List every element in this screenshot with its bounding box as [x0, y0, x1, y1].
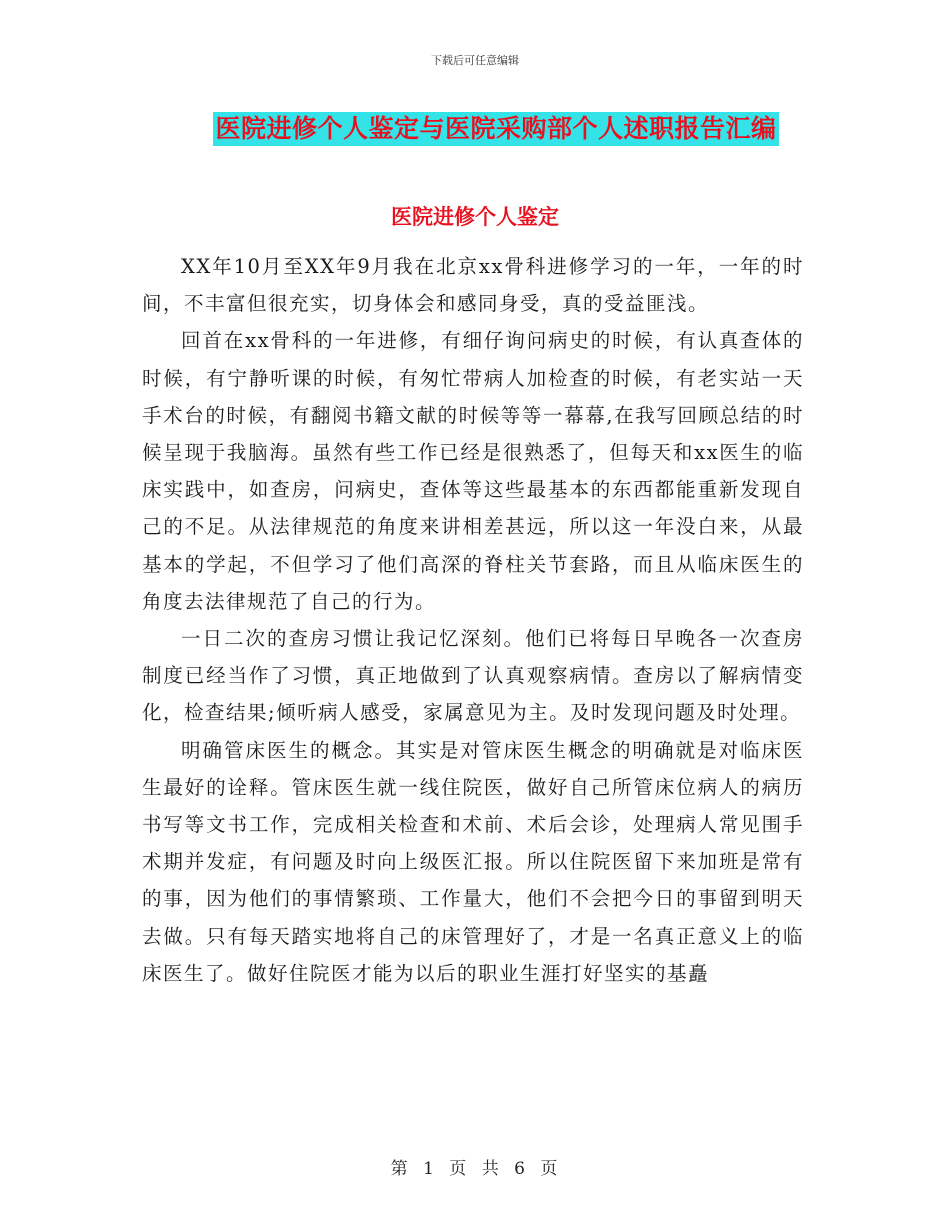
paragraph: XX年10月至XX年9月我在北京xx骨科进修学习的一年，一年的时间，不丰富但很充实，切身体会和感同身受，真的受益匪浅。 [142, 255, 804, 316]
body-text [142, 248, 804, 992]
main-title-wrap [0, 112, 950, 146]
main-title: 医院进修个人鉴定与医院采购部个人述职报告汇编 [213, 112, 778, 146]
header-note: 下载后可任意编辑 [431, 54, 519, 67]
paragraph: 一日二次的查房习惯让我记忆深刻。他们已将每日早晚各一次查房制度已经当作了习惯，真正地做到了认真观察病情。查房以了解病情变化，检查结果;倾听病人感受，家属意见为主。及时发现问题及时处理。 [142, 627, 804, 725]
paragraph: 明确管床医生的概念。其实是对管床医生概念的明确就是对临床医生最好的诠释。管床医生就一线住院医，做好自己所管床位病人的病历书写等文书工作，完成相关检查和术前、术后会诊，处理病人常见围手术期并发症，有问题及时向上级医汇报。所以住院医留下来加班是常有的事，因为他们的事情繁琐、工作量大，他们不会把今日的事留到明天去做。只有每天踏实地将自己的床管理好了，才是一名真正意义上的临床医生了。做好住院医才能为以后的职业生涯打好坚实的基矗 [142, 738, 804, 985]
paragraph: 回首在xx骨科的一年进修，有细仔询问病史的时候，有认真查体的时候，有宁静听课的时候，有匆忙带病人加检查的时候，有老实站一天手术台的时候，有翻阅书籍文献的时候等等一幕幕,在我写回顾总结的时候呈现于我脑海。虽然有些工作已经是很熟悉了，但每天和xx医生的临床实践中，如查房，问病史，查体等这些最基本的东西都能重新发现自己的不足。从法律规范的角度来讲相差甚远，所以这一年没白来，从最基本的学起，不但学习了他们高深的脊柱关节套路，而且从临床医生的角度去法律规范了自己的行为。 [142, 329, 804, 613]
page-footer: 第 1 页 共 6 页 [390, 1159, 560, 1179]
section-title: 医院进修个人鉴定 [391, 205, 559, 229]
